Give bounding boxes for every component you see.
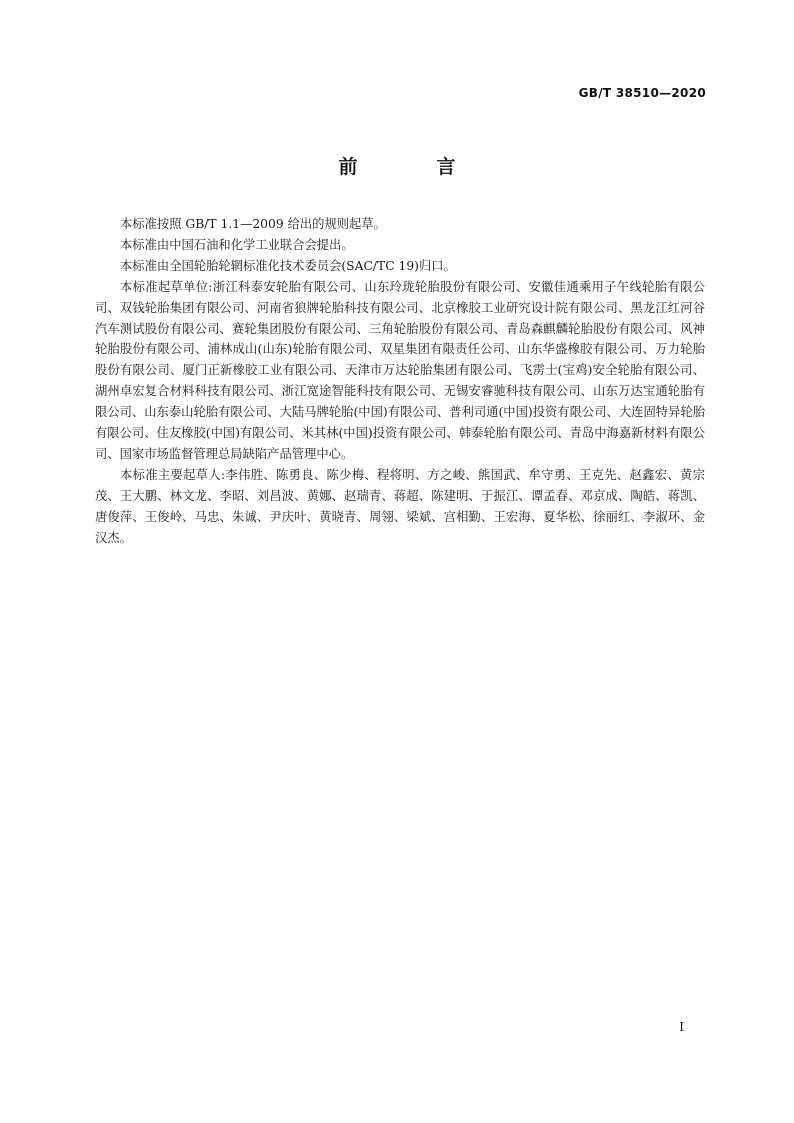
paragraph-drafting-rules: 本标准按照 GB/T 1.1—2009 给出的规则起草。 [120, 217, 386, 231]
paragraph-drafters: 本标准主要起草人:李伟胜、陈勇良、陈少梅、程将明、方之峻、熊国武、牟守勇、王克先、赵鑫宏、黄宗茂、王大鹏、林文龙、李昭、刘昌波、黄娜、赵瑞青、蒋超、陈建明、于振江、谭孟春、邓京成、陶皓、蒋凯、唐俊萍、王俊岭、马忠、朱诚、尹庆叶、黄晓青、周翎、梁斌、宫相勤、王宏海、夏华松、徐丽红、李淑环、金汉杰。 [95, 467, 705, 545]
paragraph-proposer: 本标准由中国石油和化学工业联合会提出。 [120, 237, 354, 252]
page-title: 前 言 [338, 156, 486, 178]
standard-number: GB/T 38510—2020 [578, 86, 706, 100]
page-number: I [679, 1020, 684, 1034]
paragraph-centralizer: 本标准由全国轮胎轮辋标准化技术委员会(SAC/TC 19)归口。 [120, 258, 456, 273]
paragraph-drafting-units: 本标准起草单位:浙江科泰安轮胎有限公司、山东玲珑轮胎股份有限公司、安徽佳通乘用子午线轮胎有限公司、双钱轮胎集团有限公司、河南省狼牌轮胎科技有限公司、北京橡胶工业研究设计院有限公司、黑龙江红河谷汽车测试股份有限公司、赛轮集团股份有限公司、三角轮胎股份有限公司、青岛森麒麟轮胎股份有限公司、风神轮胎股份有限公司、浦林成山(山东)轮胎有限公司、双星集团有限责任公司、山东华盛橡胶有限公司、万力轮胎股份有限公司、厦门正新橡胶工业有限公司、天津市万达轮胎集团有限公司、飞雳士(宝鸡)安全轮胎有限公司、湖州卓宏复合材料科技有限公司、浙江宽途智能科技有限公司、无锡安睿驰科技有限公司、山东万达宝通轮胎有限公司、山东泰山轮胎有限公司、大陆马牌轮胎(中国)有限公司、普利司通(中国)投资有限公司、大连固特异轮胎有限公司、住友橡胶(中国)有限公司、米其林(中国)投资有限公司、韩泰轮胎有限公司、青岛中海嘉新材料有限公司、国家市场监督管理总局缺陷产品管理中心。 [95, 279, 705, 461]
foreword-body [95, 214, 705, 549]
